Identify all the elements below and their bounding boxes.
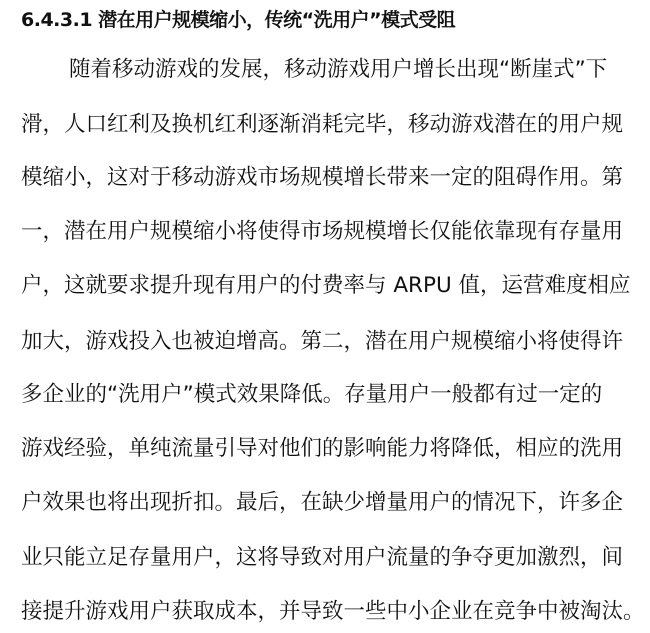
paragraph-line: 游戏经验，单纯流量引导对他们的影响能力将降低，相应的洗用 xyxy=(21,436,624,461)
paragraph-line: 模缩小，这对于移动游戏市场规模增长带来一定的阻碍作用。第 xyxy=(21,165,624,190)
paragraph-line: 一，潜在用户规模缩小将使得市场规模增长仅能依靠现有存量用 xyxy=(21,219,624,244)
paragraph-line: 滑，人口红利及换机红利逐渐消耗完毕，移动游戏潜在的用户规 xyxy=(21,112,624,137)
paragraph-line: 业只能立足存量用户，这将导致对用户流量的争夺更加激烈，间 xyxy=(21,545,624,570)
paragraph-line: 随着移动游戏的发展，移动游戏用户增长出现“断崖式”下 xyxy=(69,57,608,82)
paragraph-line: 多企业的“洗用户”模式效果降低。存量用户一般都有过一定的 xyxy=(21,382,603,407)
paragraph-line: 加大，游戏投入也被迫增高。第二，潜在用户规模缩小将使得许 xyxy=(21,329,624,354)
paragraph-line: 户效果也将出现折扣。最后，在缺少增量用户的情况下，许多企 xyxy=(21,490,624,515)
section-heading: 6.4.3.1 潜在用户规模缩小，传统“洗用户”模式受阻 xyxy=(21,9,456,31)
paragraph-line: 接提升游戏用户获取成本，并导致一些中小企业在竞争中被淘汰。 xyxy=(21,599,645,624)
paragraph-line: 户，这就要求提升现有用户的付费率与 ARPU 值，运营难度相应 xyxy=(21,273,631,298)
